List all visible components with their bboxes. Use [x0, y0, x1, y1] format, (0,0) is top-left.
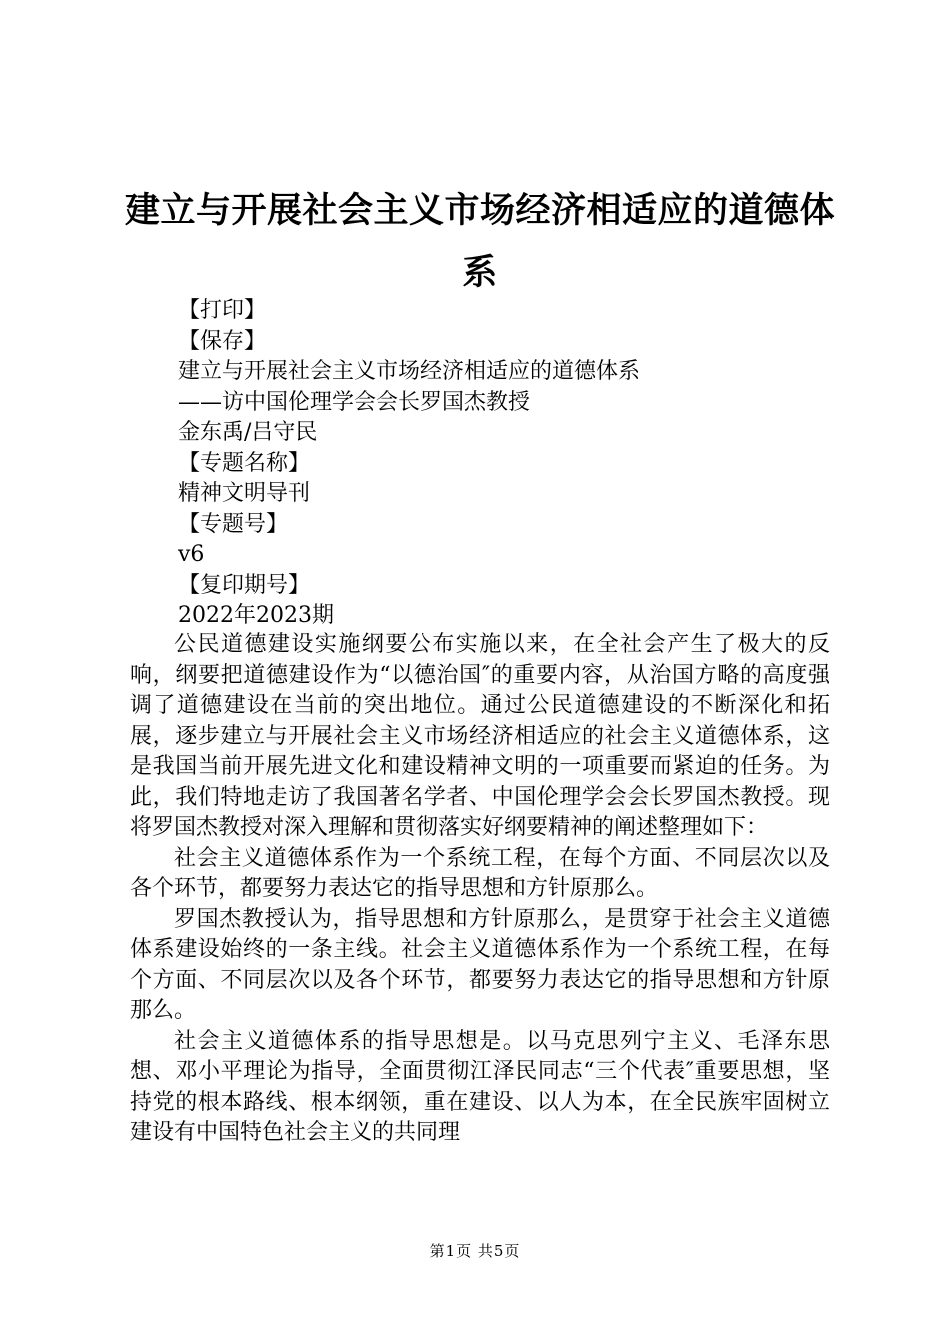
body-paragraph: 社会主义道德体系作为一个系统工程，在每个方面、不同层次以及各个环节，都要努力表达它的指导思想和方针原那么。 — [130, 845, 830, 901]
topic-number-label: 【专题号】 — [178, 511, 289, 537]
article-subtitle: ——访中国伦理学会会长罗国杰教授 — [178, 389, 531, 415]
article-title: 建立与开展社会主义市场经济相适应的道德体系 — [178, 359, 641, 384]
article-authors: 金东禹/吕守民 — [178, 420, 318, 445]
issue-label: 【复印期号】 — [178, 572, 311, 598]
document-title: 建立与开展社会主义市场经济相适应的道德体系 — [124, 191, 835, 293]
topic-number-value: v6 — [178, 542, 205, 567]
save-link[interactable]: 【保存】 — [178, 328, 267, 354]
body-paragraph: 罗国杰教授认为，指导思想和方针原那么，是贯穿于社会主义道德体系建设始终的一条主线。社会主义道德体系作为一个系统工程，在每个方面、不同层次以及各个环节，都要努力表达它的指导思想和方针原那么。 — [130, 906, 830, 1023]
body-paragraph: 社会主义道德体系的指导思想是。以马克思列宁主义、毛泽东思想、邓小平理论为指导，全面贯彻江泽民同志“三个代表″重要思想，坚持党的根本路线、根本纲领，重在建设、以人为本，在全民族牢固树立建设有中国特色社会主义的共同理 — [130, 1028, 830, 1145]
document-meta — [178, 296, 838, 632]
body-paragraph: 公民道德建设实施纲要公布实施以来，在全社会产生了极大的反响，纲要把道德建设作为“以德治国″的重要内容，从治国方略的高度强调了道德建设在当前的突出地位。通过公民道德建设的不断深化和拓展，逐步建立与开展社会主义市场经济相适应的社会主义道德体系，这是我国当前开展先进文化和建设精神文明的一项重要而紧迫的任务。为此，我们特地走访了我国著名学者、中国伦理学会会长罗国杰教授。现将罗国杰教授对深入理解和贯彻落实好纲要精神的阐述整理如下： — [130, 632, 830, 840]
print-link[interactable]: 【打印】 — [178, 298, 267, 323]
topic-name-label: 【专题名称】 — [178, 450, 311, 476]
topic-name-value: 精神文明导刊 — [178, 481, 311, 506]
page-footer: 第1页 共5页 — [429, 1242, 521, 1260]
document-body — [130, 630, 830, 1149]
issue-value: 2022年2023期 — [178, 603, 334, 628]
